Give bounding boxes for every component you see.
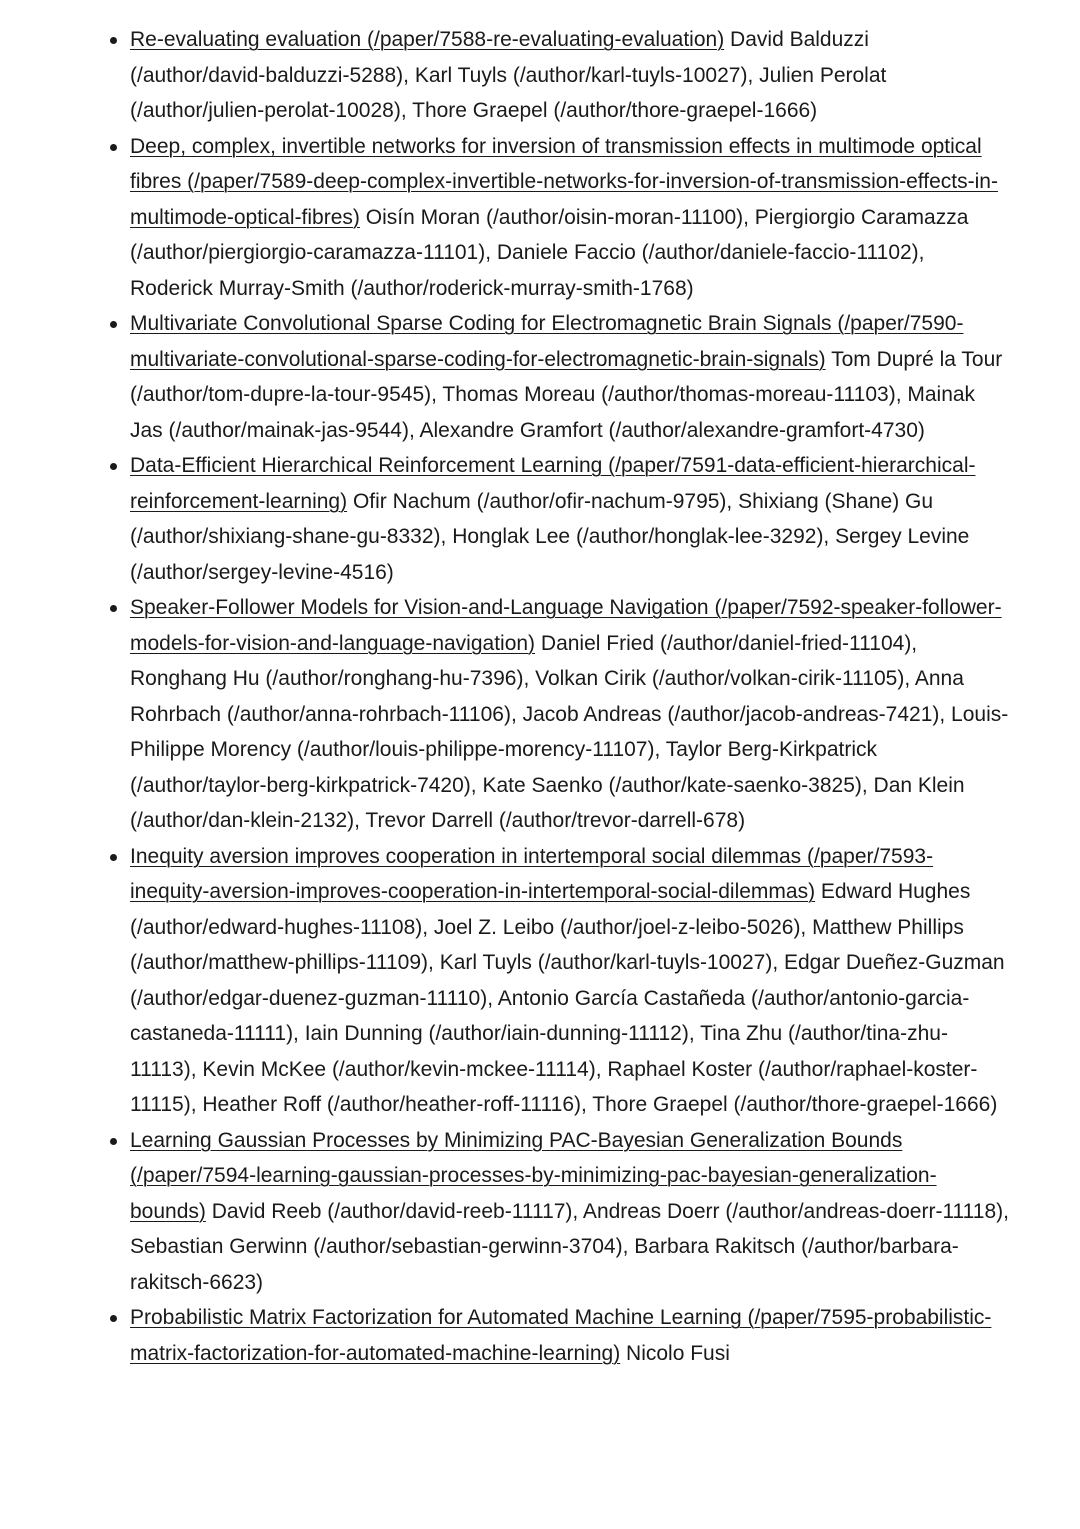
list-item (130, 1123, 1010, 1301)
paper-title-link[interactable]: Speaker-Follower Models for Vision-and-Language Navigation (/paper/7592-speaker-follower-models-for-vision-and-language-navigation) (130, 596, 1002, 655)
paper-authors: Daniel Fried (/author/daniel-fried-11104), Ronghang Hu (/author/ronghang-hu-7396), Volkan Cirik (/author/volkan-cirik-11105), Anna Rohrbach (/author/anna-rohrbach-11106), Jacob Andreas (/author/jacob-andreas-7421), Louis-Philippe Morency (/author/louis-philippe-morency-11107), Taylor Berg-Kirkpatrick (/author/taylor-berg-kirkpatrick-7420), Kate Saenko (/author/kate-saenko-3825), Dan Klein (/author/dan-klein-2132), Trevor Darrell (/author/trevor-darrell-678) (130, 631, 1009, 832)
paper-title-link[interactable]: Inequity aversion improves cooperation in intertemporal social dilemmas (/paper/7593-inequity-aversion-improves-cooperation-in-intertemporal-social-dilemmas) (130, 844, 934, 903)
paper-list (0, 22, 1010, 1371)
paper-authors: David Balduzzi (/author/david-balduzzi-5288), Karl Tuyls (/author/karl-tuyls-10027), Julien Perolat (/author/julien-perolat-10028), Thore Graepel (/author/thore-graepel-1666) (130, 28, 887, 122)
paper-authors: Ofir Nachum (/author/ofir-nachum-9795), Shixiang (Shane) Gu (/author/shixiang-shane-gu-8332), Honglak Lee (/author/honglak-lee-3292), Sergey Levine (/author/sergey-levine-4516) (130, 489, 970, 584)
list-item (130, 22, 1010, 129)
paper-authors: David Reeb (/author/david-reeb-11117), Andreas Doerr (/author/andreas-doerr-11118), Sebastian Gerwinn (/author/sebastian-gerwinn-3704), Barbara Rakitsch (/author/barbara-rakitsch-6623) (130, 1199, 1009, 1294)
paper-title-link[interactable]: Multivariate Convolutional Sparse Coding for Electromagnetic Brain Signals (/paper/7590-multivariate-convolutional-sparse-coding-for-electromagnetic-brain-signals) (130, 312, 964, 371)
paper-authors: Nicolo Fusi (620, 1341, 730, 1365)
list-item (130, 839, 1010, 1123)
paper-title-link[interactable]: Deep, complex, invertible networks for inversion of transmission effects in multimode optical fibres (/paper/7589-deep-complex-invertible-networks-for-inversion-of-transmission-effects-in-multimode-optical-fibres) (130, 134, 998, 229)
paper-title-link[interactable]: Probabilistic Matrix Factorization for Automated Machine Learning (/paper/7595-probabilistic-matrix-factorization-for-automated-machine-learning) (130, 1306, 992, 1365)
list-item (130, 306, 1010, 448)
paper-title-link[interactable]: Learning Gaussian Processes by Minimizing PAC-Bayesian Generalization Bounds (/paper/7594-learning-gaussian-processes-by-minimizing-pac-bayesian-generalization-bounds) (130, 1128, 937, 1223)
paper-title-link[interactable]: Data-Efficient Hierarchical Reinforcement Learning (/paper/7591-data-efficient-hierarchical-reinforcement-learning) (130, 454, 976, 513)
paper-title-link[interactable]: Re-evaluating evaluation (/paper/7588-re-evaluating-evaluation) (130, 28, 725, 51)
paper-authors: Tom Dupré la Tour (/author/tom-dupre-la-tour-9545), Thomas Moreau (/author/thomas-moreau-11103), Mainak Jas (/author/mainak-jas-9544), Alexandre Gramfort (/author/alexandre-gramfort-4730) (130, 347, 1003, 442)
paper-authors: Oisín Moran (/author/oisin-moran-11100), Piergiorgio Caramazza (/author/piergiorgio-caramazza-11101), Daniele Faccio (/author/daniele-faccio-11102), Roderick Murray-Smith (/author/roderick-murray-smith-1768) (130, 205, 969, 300)
list-item (130, 448, 1010, 590)
list-item (130, 1300, 1010, 1371)
paper-authors: Edward Hughes (/author/edward-hughes-11108), Joel Z. Leibo (/author/joel-z-leibo-5026), Matthew Phillips (/author/matthew-phillips-11109), Karl Tuyls (/author/karl-tuyls-10027), Edgar Dueñez-Guzman (/author/edgar-duenez-guzman-11110), Antonio García Castañeda (/author/antonio-garcia-castaneda-11111), Iain Dunning (/author/iain-dunning-11112), Tina Zhu (/author/tina-zhu-11113), Kevin McKee (/author/kevin-mckee-11114), Raphael Koster (/author/raphael-koster-11115), Heather Roff (/author/heather-roff-11116), Thore Graepel (/author/thore-graepel-1666) (130, 880, 1005, 1116)
list-item (130, 129, 1010, 307)
list-item (130, 590, 1010, 839)
